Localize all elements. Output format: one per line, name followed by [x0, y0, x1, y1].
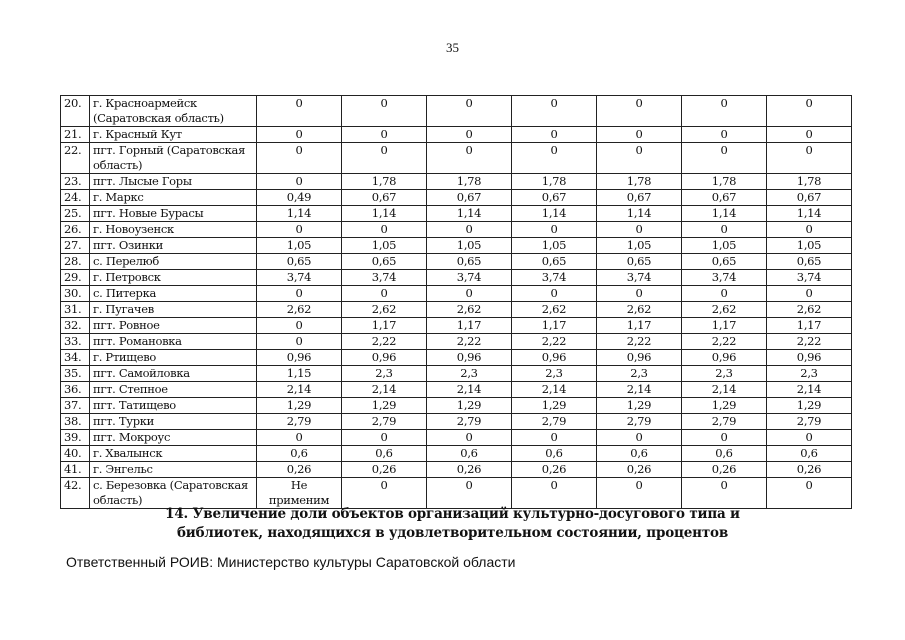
- value-cell: 0,96: [427, 350, 512, 366]
- value-cell: 1,14: [767, 206, 852, 222]
- value-cell: 0,6: [682, 446, 767, 462]
- value-cell: 0: [767, 222, 852, 238]
- value-cell: 2,3: [427, 366, 512, 382]
- value-cell: 2,62: [257, 302, 342, 318]
- value-cell: 1,17: [682, 318, 767, 334]
- value-cell: 0,26: [427, 462, 512, 478]
- row-number: 28.: [61, 254, 90, 270]
- row-number: 23.: [61, 174, 90, 190]
- value-cell: 1,14: [342, 206, 427, 222]
- municipality-name: г. Красный Кут: [90, 127, 257, 143]
- municipality-name: пгт. Степное: [90, 382, 257, 398]
- municipality-name: пгт. Турки: [90, 414, 257, 430]
- value-cell: 0: [427, 222, 512, 238]
- value-cell: 0: [257, 174, 342, 190]
- value-cell: 0,65: [427, 254, 512, 270]
- value-cell: 0,26: [342, 462, 427, 478]
- value-cell: 0: [342, 430, 427, 446]
- value-cell: 0: [512, 430, 597, 446]
- value-cell: 0: [512, 143, 597, 174]
- value-cell: 1,78: [512, 174, 597, 190]
- value-cell: 0,26: [767, 462, 852, 478]
- value-cell: 0,96: [597, 350, 682, 366]
- table-row: [61, 302, 852, 318]
- value-cell: 0: [767, 286, 852, 302]
- table-row: [61, 446, 852, 462]
- value-cell: 0,26: [512, 462, 597, 478]
- value-cell: 2,79: [257, 414, 342, 430]
- municipality-name: г. Новоузенск: [90, 222, 257, 238]
- value-cell: 0: [257, 143, 342, 174]
- table-row: [61, 238, 852, 254]
- value-cell: 1,78: [597, 174, 682, 190]
- row-number: 29.: [61, 270, 90, 286]
- value-cell: 2,62: [512, 302, 597, 318]
- value-cell: 2,14: [342, 382, 427, 398]
- municipality-name: г. Красноармейск (Саратовская область): [90, 96, 257, 127]
- value-cell: 0: [682, 478, 767, 509]
- value-cell: 0: [597, 127, 682, 143]
- value-cell: 2,22: [512, 334, 597, 350]
- value-cell: 0,49: [257, 190, 342, 206]
- row-number: 25.: [61, 206, 90, 222]
- value-cell: 0: [767, 430, 852, 446]
- value-cell: 2,3: [342, 366, 427, 382]
- table-row: [61, 478, 852, 509]
- municipality-name: пгт. Ровное: [90, 318, 257, 334]
- value-cell: 0: [257, 286, 342, 302]
- municipality-name: г. Петровск: [90, 270, 257, 286]
- value-cell: 2,62: [682, 302, 767, 318]
- value-cell: 3,74: [682, 270, 767, 286]
- table-row: [61, 350, 852, 366]
- municipality-name: с. Перелюб: [90, 254, 257, 270]
- value-cell: 2,62: [767, 302, 852, 318]
- section-heading: 14. Увеличение доли объектов организаций культурно-досугового типа и библиотек, находящихся в удовлетворительном состоянии, процентов: [165, 506, 740, 541]
- value-cell: 1,29: [682, 398, 767, 414]
- value-cell: 0: [512, 96, 597, 127]
- value-cell: 0: [257, 318, 342, 334]
- value-cell: 2,3: [512, 366, 597, 382]
- value-cell: 2,14: [767, 382, 852, 398]
- table-row: [61, 143, 852, 174]
- value-cell: 0: [427, 430, 512, 446]
- value-cell: 0: [342, 478, 427, 509]
- value-cell: 2,79: [767, 414, 852, 430]
- value-cell: 0: [682, 430, 767, 446]
- value-cell: 2,14: [682, 382, 767, 398]
- value-cell: 0: [342, 127, 427, 143]
- value-cell: 2,79: [512, 414, 597, 430]
- value-cell: 2,22: [682, 334, 767, 350]
- value-cell: 0: [257, 222, 342, 238]
- value-cell: 0,6: [427, 446, 512, 462]
- value-cell: 1,29: [342, 398, 427, 414]
- value-cell: 0,26: [682, 462, 767, 478]
- value-cell: 1,05: [342, 238, 427, 254]
- value-cell: 1,78: [342, 174, 427, 190]
- value-cell: 1,29: [597, 398, 682, 414]
- value-cell: 0,67: [512, 190, 597, 206]
- row-number: 20.: [61, 96, 90, 127]
- value-cell: 3,74: [767, 270, 852, 286]
- municipality-name: пгт. Горный (Саратовская область): [90, 143, 257, 174]
- value-cell: 2,3: [682, 366, 767, 382]
- value-cell: 2,79: [427, 414, 512, 430]
- row-number: 21.: [61, 127, 90, 143]
- value-cell: 0: [597, 430, 682, 446]
- value-cell: 0: [767, 478, 852, 509]
- value-cell: 0: [682, 96, 767, 127]
- value-cell: 0,65: [767, 254, 852, 270]
- value-cell: 1,14: [597, 206, 682, 222]
- value-cell: 1,17: [767, 318, 852, 334]
- value-cell: 0: [512, 222, 597, 238]
- value-cell: 3,74: [512, 270, 597, 286]
- value-cell: 2,3: [597, 366, 682, 382]
- value-cell: 1,05: [682, 238, 767, 254]
- value-cell: 0,6: [342, 446, 427, 462]
- row-number: 22.: [61, 143, 90, 174]
- municipality-name: с. Березовка (Саратовская область): [90, 478, 257, 509]
- value-cell: 0: [257, 430, 342, 446]
- value-cell: 0: [682, 222, 767, 238]
- municipality-name: пгт. Новые Бурасы: [90, 206, 257, 222]
- value-cell: 0: [682, 127, 767, 143]
- table-row: [61, 414, 852, 430]
- municipality-name: г. Ртищево: [90, 350, 257, 366]
- value-cell: 1,78: [427, 174, 512, 190]
- value-cell: 0: [257, 96, 342, 127]
- row-number: 27.: [61, 238, 90, 254]
- value-cell: 2,14: [427, 382, 512, 398]
- value-cell: 3,74: [257, 270, 342, 286]
- value-cell: 3,74: [597, 270, 682, 286]
- value-cell: Не применим: [257, 478, 342, 509]
- value-cell: 0: [342, 143, 427, 174]
- value-cell: 0: [427, 286, 512, 302]
- value-cell: 0,67: [767, 190, 852, 206]
- value-cell: 0,67: [342, 190, 427, 206]
- row-number: 42.: [61, 478, 90, 509]
- value-cell: 0: [597, 143, 682, 174]
- data-table: [60, 95, 852, 509]
- value-cell: 0,67: [682, 190, 767, 206]
- value-cell: 0: [767, 143, 852, 174]
- value-cell: 0: [597, 286, 682, 302]
- row-number: 30.: [61, 286, 90, 302]
- row-number: 41.: [61, 462, 90, 478]
- value-cell: 0,96: [767, 350, 852, 366]
- value-cell: 1,14: [257, 206, 342, 222]
- municipality-name: пгт. Татищево: [90, 398, 257, 414]
- value-cell: 0,67: [597, 190, 682, 206]
- value-cell: 1,29: [427, 398, 512, 414]
- value-cell: 0: [767, 96, 852, 127]
- value-cell: 0: [597, 478, 682, 509]
- table-row: [61, 270, 852, 286]
- municipality-name: пгт. Озинки: [90, 238, 257, 254]
- value-cell: 0,67: [427, 190, 512, 206]
- value-cell: 0,65: [597, 254, 682, 270]
- value-cell: 0: [427, 143, 512, 174]
- row-number: 32.: [61, 318, 90, 334]
- table-row: [61, 318, 852, 334]
- value-cell: 0: [597, 96, 682, 127]
- value-cell: 1,29: [767, 398, 852, 414]
- value-cell: 0,26: [597, 462, 682, 478]
- value-cell: 2,22: [597, 334, 682, 350]
- value-cell: 1,17: [427, 318, 512, 334]
- value-cell: 0,96: [682, 350, 767, 366]
- value-cell: 0,6: [257, 446, 342, 462]
- value-cell: 0: [257, 334, 342, 350]
- municipality-name: с. Питерка: [90, 286, 257, 302]
- row-number: 37.: [61, 398, 90, 414]
- value-cell: 1,15: [257, 366, 342, 382]
- value-cell: 1,14: [512, 206, 597, 222]
- value-cell: 1,05: [512, 238, 597, 254]
- value-cell: 1,17: [342, 318, 427, 334]
- table-row: [61, 462, 852, 478]
- table-row: [61, 334, 852, 350]
- value-cell: 2,22: [342, 334, 427, 350]
- value-cell: 0: [512, 127, 597, 143]
- value-cell: 0: [427, 96, 512, 127]
- value-cell: 2,62: [597, 302, 682, 318]
- value-cell: 0,6: [767, 446, 852, 462]
- row-number: 36.: [61, 382, 90, 398]
- table-row: [61, 190, 852, 206]
- row-number: 38.: [61, 414, 90, 430]
- value-cell: 0,96: [257, 350, 342, 366]
- value-cell: 1,17: [597, 318, 682, 334]
- value-cell: 0: [682, 143, 767, 174]
- municipality-name: г. Энгельс: [90, 462, 257, 478]
- value-cell: 1,78: [682, 174, 767, 190]
- table-row: [61, 382, 852, 398]
- value-cell: 2,62: [342, 302, 427, 318]
- value-cell: 2,3: [767, 366, 852, 382]
- value-cell: 2,79: [342, 414, 427, 430]
- value-cell: 2,79: [682, 414, 767, 430]
- table-row: [61, 206, 852, 222]
- value-cell: 1,17: [512, 318, 597, 334]
- value-cell: 0: [512, 478, 597, 509]
- table-row: [61, 366, 852, 382]
- municipality-name: г. Маркс: [90, 190, 257, 206]
- value-cell: 0,96: [342, 350, 427, 366]
- value-cell: 0: [512, 286, 597, 302]
- value-cell: 2,62: [427, 302, 512, 318]
- value-cell: 3,74: [342, 270, 427, 286]
- table-row: [61, 174, 852, 190]
- table-row: [61, 222, 852, 238]
- row-number: 24.: [61, 190, 90, 206]
- municipality-name: г. Хвалынск: [90, 446, 257, 462]
- row-number: 35.: [61, 366, 90, 382]
- value-cell: 0: [427, 478, 512, 509]
- value-cell: 0: [597, 222, 682, 238]
- value-cell: 1,14: [427, 206, 512, 222]
- page-number: 35: [446, 40, 459, 55]
- value-cell: 1,78: [767, 174, 852, 190]
- value-cell: 2,79: [597, 414, 682, 430]
- value-cell: 0: [342, 222, 427, 238]
- value-cell: 1,29: [257, 398, 342, 414]
- municipality-name: г. Пугачев: [90, 302, 257, 318]
- value-cell: 1,29: [512, 398, 597, 414]
- value-cell: 0,65: [342, 254, 427, 270]
- value-cell: 2,14: [512, 382, 597, 398]
- value-cell: 1,05: [427, 238, 512, 254]
- row-number: 26.: [61, 222, 90, 238]
- table-row: [61, 127, 852, 143]
- row-number: 31.: [61, 302, 90, 318]
- value-cell: 2,14: [597, 382, 682, 398]
- responsible-authority: Ответственный РОИВ: Министерство культуры Саратовской области: [66, 554, 516, 570]
- value-cell: 0,6: [512, 446, 597, 462]
- value-cell: 2,22: [427, 334, 512, 350]
- municipality-name: пгт. Лысые Горы: [90, 174, 257, 190]
- municipality-name: пгт. Мокроус: [90, 430, 257, 446]
- value-cell: 0,65: [682, 254, 767, 270]
- value-cell: 1,14: [682, 206, 767, 222]
- table-row: [61, 96, 852, 127]
- value-cell: 0: [767, 127, 852, 143]
- municipality-name: пгт. Романовка: [90, 334, 257, 350]
- row-number: 34.: [61, 350, 90, 366]
- table-row: [61, 398, 852, 414]
- value-cell: 0,65: [257, 254, 342, 270]
- value-cell: 2,22: [767, 334, 852, 350]
- municipality-name: пгт. Самойловка: [90, 366, 257, 382]
- value-cell: 0,26: [257, 462, 342, 478]
- table-row: [61, 254, 852, 270]
- value-cell: 1,05: [257, 238, 342, 254]
- value-cell: 3,74: [427, 270, 512, 286]
- value-cell: 0: [682, 286, 767, 302]
- value-cell: 0: [427, 127, 512, 143]
- value-cell: 0: [342, 286, 427, 302]
- value-cell: 2,14: [257, 382, 342, 398]
- row-number: 33.: [61, 334, 90, 350]
- value-cell: 0,6: [597, 446, 682, 462]
- value-cell: 0,65: [512, 254, 597, 270]
- row-number: 40.: [61, 446, 90, 462]
- table-row: [61, 286, 852, 302]
- table-row: [61, 430, 852, 446]
- value-cell: 0,96: [512, 350, 597, 366]
- value-cell: 1,05: [597, 238, 682, 254]
- value-cell: 0: [342, 96, 427, 127]
- value-cell: 0: [257, 127, 342, 143]
- row-number: 39.: [61, 430, 90, 446]
- value-cell: 1,05: [767, 238, 852, 254]
